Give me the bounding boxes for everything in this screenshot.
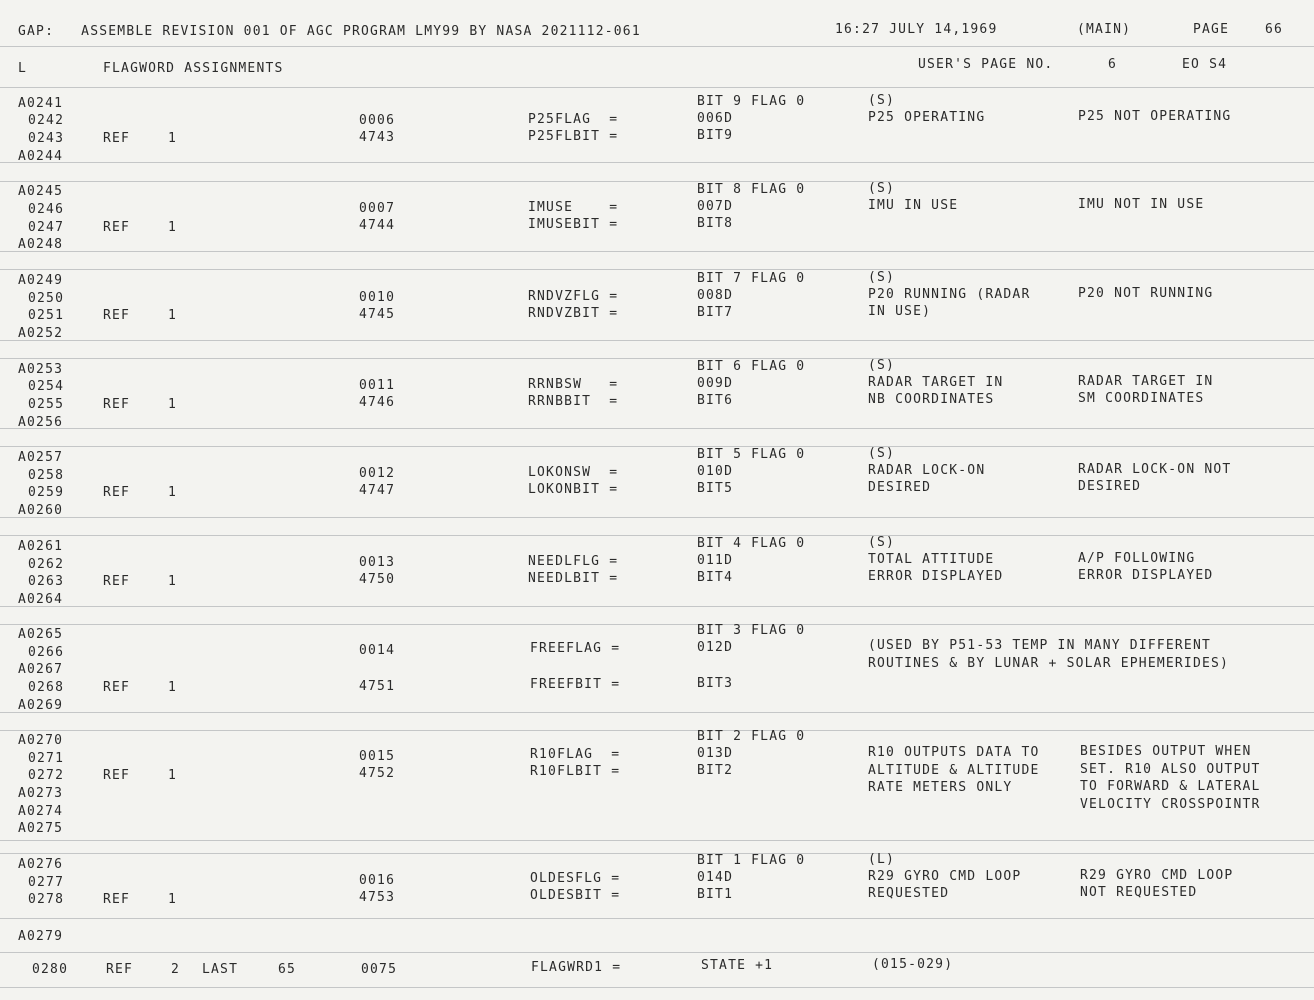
ref-count: 1 [168,574,178,589]
line-number: 0242 [28,113,65,128]
set-meaning: IN USE) [868,304,932,319]
comment: (015-029) [872,957,954,972]
symbol: NEEDLFLG = [528,554,619,569]
line-number: A0279 [18,929,64,944]
set-meaning: R29 GYRO CMD LOOP [868,869,1022,884]
rule [0,269,1314,270]
bit-comment: BIT 1 FLAG 0 [697,853,806,868]
reset-meaning: A/P FOLLOWING [1078,551,1196,566]
line-number: A0252 [18,326,64,341]
page-number: 66 [1265,22,1284,37]
flag-type: (L) [868,852,896,867]
operand: BIT5 [697,481,734,496]
line-number: A0274 [18,804,64,819]
reset-meaning: BESIDES OUTPUT WHEN [1080,744,1252,759]
flag-type: (S) [868,446,896,461]
address: 4743 [359,130,396,145]
reset-meaning: P25 NOT OPERATING [1078,109,1232,124]
line-number: A0248 [18,237,64,252]
symbol: FLAGWRD1 = [531,960,622,975]
symbol: OLDESFLG = [530,871,621,886]
address: 4751 [359,679,396,694]
rule [0,606,1314,607]
line-number: 0263 [28,574,65,589]
address: 4753 [359,890,396,905]
line-number: 0272 [28,768,65,783]
last-label: LAST [202,962,239,977]
reset-meaning: RADAR TARGET IN [1078,374,1214,389]
line-number: 0277 [28,875,65,890]
last-page: 65 [278,962,297,977]
line-number: A0269 [18,698,64,713]
set-meaning: RADAR LOCK-ON [868,463,986,478]
user-page-label: USER'S PAGE NO. [918,57,1054,72]
rule [0,918,1314,919]
set-meaning: ALTITUDE & ALTITUDE [868,763,1040,778]
bit-comment: BIT 3 FLAG 0 [697,623,806,638]
reset-meaning: TO FORWARD & LATERAL [1080,779,1261,794]
line-number: 0280 [32,962,69,977]
reset-meaning: NOT REQUESTED [1080,885,1198,900]
set-meaning: R10 OUTPUTS DATA TO [868,745,1040,760]
ref-label: REF [103,768,131,783]
operand: 012D [697,640,734,655]
address: 4745 [359,307,396,322]
address: 0014 [359,643,396,658]
symbol: RNDVZBIT = [528,306,619,321]
symbol: IMUSEBIT = [528,217,619,232]
line-number: A0249 [18,273,64,288]
ref-count: 1 [168,680,178,695]
ref-label: REF [103,397,131,412]
address: 0016 [359,873,396,888]
symbol: IMUSE = [528,200,619,215]
section-label: (MAIN) [1077,22,1132,37]
rule [0,853,1314,854]
ref-label: REF [103,892,131,907]
address: 4752 [359,766,396,781]
operand: BIT1 [697,887,734,902]
line-number: 0278 [28,892,65,907]
address: 0075 [361,962,398,977]
line-number: 0262 [28,557,65,572]
operand: BIT3 [697,676,734,691]
ref-count: 1 [168,485,178,500]
timestamp: 16:27 JULY 14,1969 [835,22,998,37]
bit-comment: BIT 7 FLAG 0 [697,271,806,286]
rule [0,358,1314,359]
line-number: 0258 [28,468,65,483]
rule [0,535,1314,536]
set-meaning: RATE METERS ONLY [868,780,1013,795]
page-label: PAGE [1193,22,1230,37]
rule [0,517,1314,518]
address: 4746 [359,395,396,410]
ref-label: REF [103,220,131,235]
eo-code: EO S4 [1182,57,1228,72]
rule [0,840,1314,841]
address: 4750 [359,572,396,587]
line-number: 0254 [28,379,65,394]
ref-count: 1 [168,892,178,907]
program-banner: GAP: ASSEMBLE REVISION 001 OF AGC PROGRAM LMY99 BY NASA 2021112-061 [18,24,641,39]
bit-comment: BIT 6 FLAG 0 [697,359,806,374]
line-number: A0245 [18,184,64,199]
address: 4744 [359,218,396,233]
operand: STATE +1 [701,958,774,973]
symbol: OLDESBIT = [530,888,621,903]
operand: 014D [697,870,734,885]
ref-count: 1 [168,397,178,412]
operand: 009D [697,376,734,391]
reset-meaning: P20 NOT RUNNING [1078,286,1214,301]
operand: BIT4 [697,570,734,585]
address: 0013 [359,555,396,570]
rule [0,730,1314,731]
line-number: 0266 [28,645,65,660]
rule [0,87,1314,88]
reset-meaning: VELOCITY CROSSPOINTR [1080,797,1261,812]
set-meaning: IMU IN USE [868,198,959,213]
line-number: A0241 [18,96,64,111]
ref-label: REF [103,485,131,500]
ref-label: REF [103,131,131,146]
operand: BIT8 [697,216,734,231]
set-meaning: P20 RUNNING (RADAR [868,287,1031,302]
ref-label: REF [103,574,131,589]
symbol: R10FLAG = [530,747,621,762]
symbol: RRNBBIT = [528,394,619,409]
line-number: 0251 [28,308,65,323]
address: 0011 [359,378,396,393]
user-page-number: 6 [1108,57,1118,72]
flag-type: (S) [868,358,896,373]
line-number: A0267 [18,662,64,677]
operand: 010D [697,464,734,479]
operand: BIT6 [697,393,734,408]
reset-meaning: RADAR LOCK-ON NOT [1078,462,1232,477]
flag-type: (S) [868,93,896,108]
bit-comment: BIT 4 FLAG 0 [697,536,806,551]
reset-meaning: DESIRED [1078,479,1142,494]
operand: 013D [697,746,734,761]
comment: (USED BY P51-53 TEMP IN MANY DIFFERENT [868,638,1212,653]
operand: 007D [697,199,734,214]
ref-count: 1 [168,768,178,783]
line-number: 0268 [28,680,65,695]
rule [0,952,1314,953]
bit-comment: BIT 2 FLAG 0 [697,729,806,744]
flag-type: (S) [868,535,896,550]
symbol: P25FLBIT = [528,129,619,144]
line-number: A0257 [18,450,64,465]
symbol: RNDVZFLG = [528,289,619,304]
symbol: NEEDLBIT = [528,571,619,586]
reset-meaning: ERROR DISPLAYED [1078,568,1214,583]
line-number: A0275 [18,821,64,836]
set-meaning: NB COORDINATES [868,392,995,407]
symbol: LOKONBIT = [528,482,619,497]
line-number: 0255 [28,397,65,412]
line-number: A0256 [18,415,64,430]
ref-label: REF [103,680,131,695]
rule [0,712,1314,713]
reset-meaning: SM COORDINATES [1078,391,1205,406]
column-l-marker: L [18,61,28,76]
page-title: FLAGWORD ASSIGNMENTS [103,61,284,76]
flag-type: (S) [868,181,896,196]
reset-meaning: SET. R10 ALSO OUTPUT [1080,762,1261,777]
rule [0,624,1314,625]
operand: 006D [697,111,734,126]
reset-meaning: R29 GYRO CMD LOOP [1080,868,1234,883]
line-number: A0260 [18,503,64,518]
operand: BIT2 [697,763,734,778]
line-number: A0270 [18,733,64,748]
line-number: 0271 [28,751,65,766]
symbol: LOKONSW = [528,465,619,480]
line-number: 0259 [28,485,65,500]
line-number: A0276 [18,857,64,872]
rule [0,46,1314,47]
rule [0,162,1314,163]
reset-meaning: IMU NOT IN USE [1078,197,1205,212]
set-meaning: TOTAL ATTITUDE [868,552,995,567]
line-number: A0244 [18,149,64,164]
line-number: A0253 [18,362,64,377]
set-meaning: P25 OPERATING [868,110,986,125]
rule [0,181,1314,182]
address: 0015 [359,749,396,764]
address: 0006 [359,113,396,128]
line-number: A0261 [18,539,64,554]
address: 0010 [359,290,396,305]
rule [0,428,1314,429]
line-number: A0265 [18,627,64,642]
rule [0,446,1314,447]
rule [0,340,1314,341]
line-number: 0243 [28,131,65,146]
ref-count: 1 [168,131,178,146]
line-number: A0264 [18,592,64,607]
rule [0,251,1314,252]
ref-label: REF [106,962,134,977]
address: 0007 [359,201,396,216]
line-number: A0273 [18,786,64,801]
symbol: P25FLAG = [528,112,619,127]
symbol: FREEFBIT = [530,677,621,692]
bit-comment: BIT 5 FLAG 0 [697,447,806,462]
operand: BIT9 [697,128,734,143]
set-meaning: DESIRED [868,480,932,495]
rule [0,987,1314,988]
set-meaning: RADAR TARGET IN [868,375,1004,390]
operand: 011D [697,553,734,568]
ref-count: 2 [171,962,181,977]
bit-comment: BIT 8 FLAG 0 [697,182,806,197]
set-meaning: REQUESTED [868,886,950,901]
line-number: 0247 [28,220,65,235]
bit-comment: BIT 9 FLAG 0 [697,94,806,109]
comment: ROUTINES & BY LUNAR + SOLAR EPHEMERIDES) [868,656,1230,671]
flag-type: (S) [868,270,896,285]
symbol: R10FLBIT = [530,764,621,779]
symbol: RRNBSW = [528,377,619,392]
line-number: 0250 [28,291,65,306]
set-meaning: ERROR DISPLAYED [868,569,1004,584]
operand: 008D [697,288,734,303]
address: 4747 [359,483,396,498]
address: 0012 [359,466,396,481]
ref-count: 1 [168,308,178,323]
line-number: 0246 [28,202,65,217]
ref-label: REF [103,308,131,323]
symbol: FREEFLAG = [530,641,621,656]
operand: BIT7 [697,305,734,320]
ref-count: 1 [168,220,178,235]
